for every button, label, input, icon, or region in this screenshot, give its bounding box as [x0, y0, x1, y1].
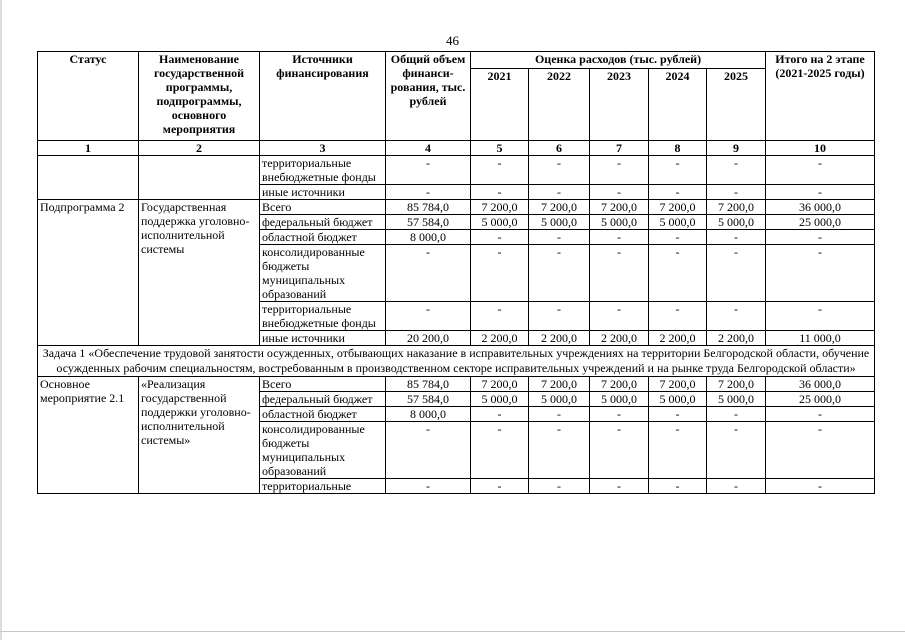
value-cell: 7 200,0	[707, 200, 766, 215]
value-cell: -	[707, 230, 766, 245]
value-cell: 5 000,0	[649, 215, 707, 230]
scan-artifact-line	[0, 631, 905, 632]
value-cell: 57 584,0	[386, 392, 471, 407]
value-cell: -	[590, 422, 649, 479]
value-cell: -	[529, 156, 590, 185]
value-cell: 7 200,0	[649, 200, 707, 215]
value-cell: -	[471, 185, 529, 200]
page-number: 46	[446, 33, 459, 48]
task-row	[38, 346, 875, 377]
value-cell: -	[766, 479, 875, 494]
column-number: 4	[386, 141, 471, 156]
value-cell: 7 200,0	[529, 200, 590, 215]
name-cell: Государственная поддержка уголовно-исполнительной системы	[139, 200, 260, 346]
value-cell: -	[590, 479, 649, 494]
header-stage-total: Итого на 2 этапе (2021-2025 годы)	[766, 52, 875, 141]
value-cell: 5 000,0	[590, 215, 649, 230]
value-cell: -	[649, 156, 707, 185]
value-cell: 2 200,0	[471, 331, 529, 346]
value-cell: -	[707, 185, 766, 200]
column-number: 2	[139, 141, 260, 156]
value-cell: 2 200,0	[529, 331, 590, 346]
value-cell: -	[471, 422, 529, 479]
column-number: 1	[38, 141, 139, 156]
value-cell: 7 200,0	[649, 377, 707, 392]
value-cell: -	[386, 302, 471, 331]
column-number: 6	[529, 141, 590, 156]
column-numbers-row	[38, 141, 875, 156]
value-cell: -	[590, 230, 649, 245]
value-cell: -	[707, 245, 766, 302]
header-year: 2025	[707, 69, 766, 141]
value-cell: -	[766, 156, 875, 185]
value-cell: -	[471, 479, 529, 494]
value-cell: -	[471, 407, 529, 422]
column-number: 7	[590, 141, 649, 156]
source-cell: консолидированные бюджеты муниципальных образований	[260, 245, 386, 302]
column-number: 5	[471, 141, 529, 156]
status-cell	[38, 156, 139, 200]
column-number: 10	[766, 141, 875, 156]
value-cell: 8 000,0	[386, 230, 471, 245]
value-cell: 11 000,0	[766, 331, 875, 346]
value-cell: -	[471, 302, 529, 331]
status-cell: Подпрограмма 2	[38, 200, 139, 346]
value-cell: -	[590, 302, 649, 331]
value-cell: -	[649, 422, 707, 479]
source-cell: консолидированные бюджеты муниципальных образований	[260, 422, 386, 479]
value-cell: 5 000,0	[649, 392, 707, 407]
header-year: 2022	[529, 69, 590, 141]
value-cell: -	[766, 245, 875, 302]
value-cell: -	[529, 302, 590, 331]
header-status: Статус	[38, 52, 139, 141]
value-cell: 2 200,0	[649, 331, 707, 346]
value-cell: -	[649, 230, 707, 245]
value-cell: 85 784,0	[386, 200, 471, 215]
value-cell: -	[766, 185, 875, 200]
table-row	[38, 377, 875, 392]
value-cell: 36 000,0	[766, 377, 875, 392]
header-estimate: Оценка расходов (тыс. рублей)	[471, 52, 766, 69]
value-cell: -	[649, 245, 707, 302]
value-cell: -	[471, 156, 529, 185]
source-cell: территориальные внебюджетные фонды	[260, 302, 386, 331]
source-cell: иные источники	[260, 331, 386, 346]
value-cell: 7 200,0	[471, 377, 529, 392]
header-sources: Источники финансирования	[260, 52, 386, 141]
value-cell: -	[649, 479, 707, 494]
value-cell: -	[529, 230, 590, 245]
value-cell: 5 000,0	[529, 215, 590, 230]
value-cell: 5 000,0	[471, 215, 529, 230]
header-year: 2024	[649, 69, 707, 141]
value-cell: 36 000,0	[766, 200, 875, 215]
value-cell: 2 200,0	[707, 331, 766, 346]
value-cell: -	[649, 302, 707, 331]
column-number: 3	[260, 141, 386, 156]
source-cell: Всего	[260, 377, 386, 392]
value-cell: -	[766, 407, 875, 422]
value-cell: -	[386, 245, 471, 302]
value-cell: 2 200,0	[590, 331, 649, 346]
table-row	[38, 200, 875, 215]
value-cell: -	[471, 230, 529, 245]
value-cell: 85 784,0	[386, 377, 471, 392]
value-cell: -	[529, 185, 590, 200]
value-cell: -	[471, 245, 529, 302]
value-cell: -	[766, 302, 875, 331]
source-cell: иные источники	[260, 185, 386, 200]
value-cell: -	[590, 156, 649, 185]
value-cell: 5 000,0	[590, 392, 649, 407]
header-row-1	[38, 52, 875, 69]
source-cell: федеральный бюджет	[260, 215, 386, 230]
scan-edge	[0, 0, 2, 640]
name-cell	[139, 156, 260, 200]
value-cell: -	[707, 479, 766, 494]
value-cell: -	[707, 422, 766, 479]
value-cell: 7 200,0	[590, 377, 649, 392]
name-cell: «Реализация государственной поддержки уголовно-исполнительной системы»	[139, 377, 260, 494]
source-cell: областной бюджет	[260, 230, 386, 245]
value-cell: -	[707, 407, 766, 422]
budget-table	[37, 51, 875, 494]
value-cell: -	[707, 156, 766, 185]
header-total: Общий объем финанси-рования, тыс. рублей	[386, 52, 471, 141]
source-cell: Всего	[260, 200, 386, 215]
value-cell: -	[707, 302, 766, 331]
value-cell: -	[766, 422, 875, 479]
value-cell: 5 000,0	[707, 392, 766, 407]
source-cell: территориальные внебюджетные фонды	[260, 156, 386, 185]
column-number: 8	[649, 141, 707, 156]
value-cell: -	[529, 245, 590, 302]
value-cell: 7 200,0	[529, 377, 590, 392]
value-cell: -	[590, 185, 649, 200]
header-year: 2021	[471, 69, 529, 141]
status-cell: Основное мероприятие 2.1	[38, 377, 139, 494]
source-cell: федеральный бюджет	[260, 392, 386, 407]
value-cell: 8 000,0	[386, 407, 471, 422]
value-cell: 25 000,0	[766, 215, 875, 230]
value-cell: -	[529, 479, 590, 494]
value-cell: -	[590, 407, 649, 422]
value-cell: 7 200,0	[471, 200, 529, 215]
value-cell: -	[649, 185, 707, 200]
value-cell: 25 000,0	[766, 392, 875, 407]
table-row	[38, 156, 875, 185]
column-number: 9	[707, 141, 766, 156]
value-cell: -	[529, 422, 590, 479]
value-cell: 20 200,0	[386, 331, 471, 346]
value-cell: -	[766, 230, 875, 245]
value-cell: 57 584,0	[386, 215, 471, 230]
header-year: 2023	[590, 69, 649, 141]
value-cell: -	[386, 185, 471, 200]
source-cell: территориальные	[260, 479, 386, 494]
task-description: Задача 1 «Обеспечение трудовой занятости осужденных, отбывающих наказание в исправительных учреждениях на территории Белгородской области, обучение осужденных рабочим специальностям, востребованным в производственном секторе исправительных учреждений и на рынке труда Белгородской области»	[38, 346, 875, 377]
value-cell: -	[529, 407, 590, 422]
value-cell: -	[590, 245, 649, 302]
header-program-name: Наименование государственной программы, подпрограммы, основного мероприятия	[139, 52, 260, 141]
value-cell: -	[649, 407, 707, 422]
value-cell: 7 200,0	[707, 377, 766, 392]
source-cell: областной бюджет	[260, 407, 386, 422]
value-cell: 5 000,0	[707, 215, 766, 230]
value-cell: -	[386, 156, 471, 185]
value-cell: -	[386, 479, 471, 494]
value-cell: -	[386, 422, 471, 479]
value-cell: 7 200,0	[590, 200, 649, 215]
value-cell: 5 000,0	[529, 392, 590, 407]
value-cell: 5 000,0	[471, 392, 529, 407]
